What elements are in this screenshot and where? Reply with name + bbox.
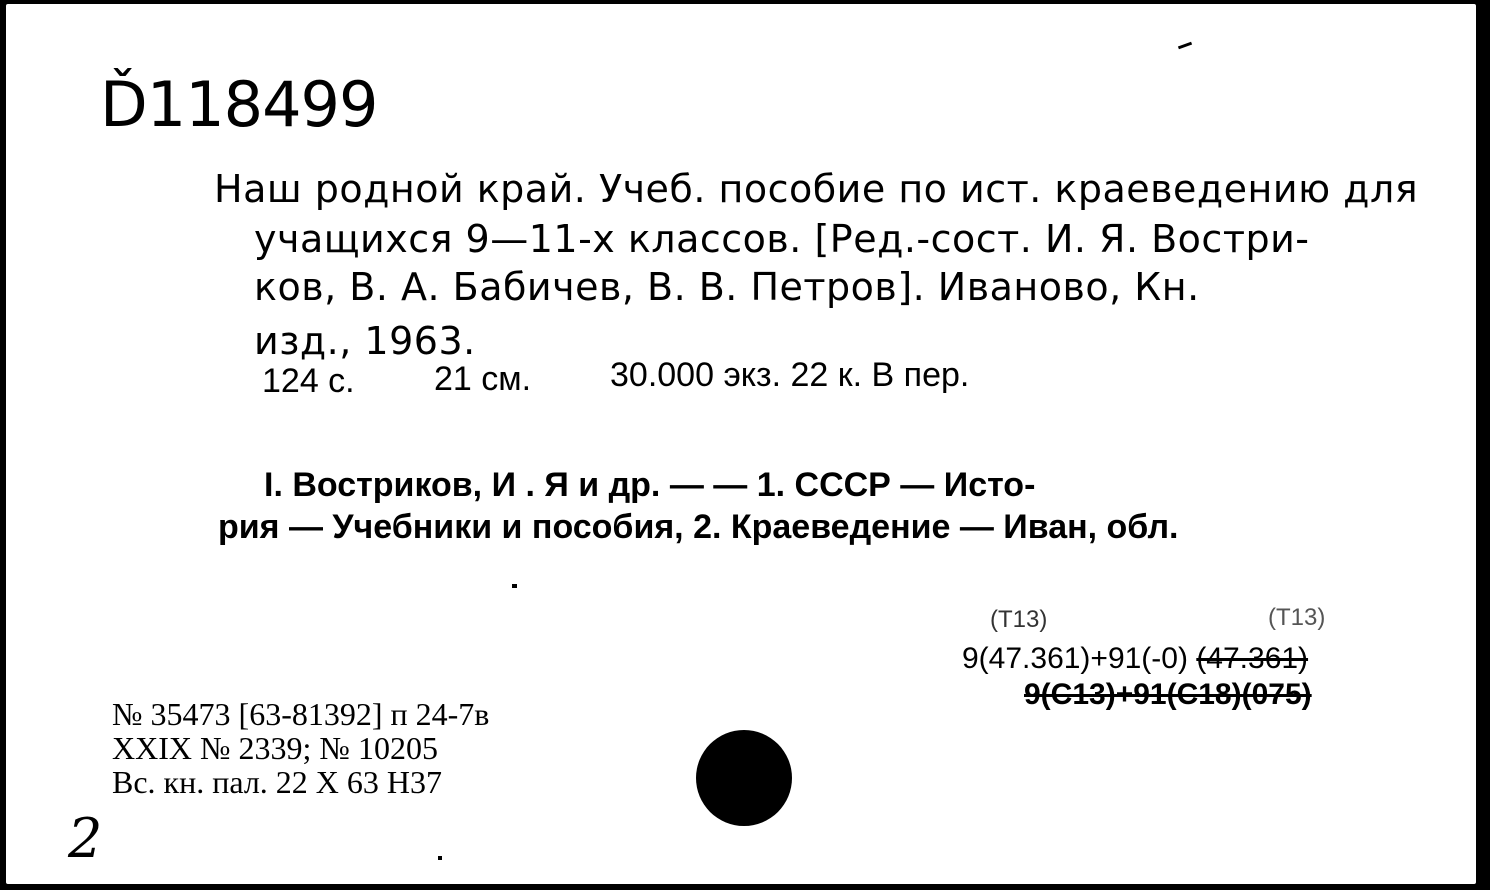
physical-size: 21 см. — [434, 360, 532, 398]
imprint-line-3: Вс. кн. пал. 22 Х 63 Н37 — [112, 764, 443, 800]
stray-dot — [512, 584, 517, 588]
title-line-4: изд., 1963. — [254, 319, 476, 363]
classification-main — [962, 644, 1308, 674]
classification-handwritten-right: (Т13) — [1268, 604, 1326, 631]
imprint-line-1: № 35473 [63-81392] п 24-7в — [112, 696, 490, 732]
classification-handwritten-left: (Т13) — [990, 606, 1048, 633]
physical-copies-price: 30.000 экз. 22 к. В пер. — [610, 356, 970, 394]
subjects-line-2: рия — Учебники и пособия, 2. Краеведение — Иван, обл. — [218, 508, 1179, 546]
title-line-3: ков, В. А. Бабичев, В. В. Петров]. Иваново, Кн. — [254, 265, 1200, 309]
handwritten-mark: 2 — [68, 807, 103, 870]
title-line-2: учащихся 9—11-х классов. [Ред.-сост. И. Я. Востри- — [254, 217, 1310, 261]
physical-pages: 124 с. — [262, 362, 355, 400]
classification-main-text: 9(47.361)+91(-0) — [962, 642, 1197, 675]
punched-hole — [696, 730, 792, 826]
classification-struck-line: 9(С13)+91(С18)(075) — [1024, 678, 1312, 711]
card-inventory-number: Ď118499 — [100, 68, 378, 141]
scan-edge — [1476, 0, 1490, 890]
stray-dot-bottom — [438, 856, 442, 860]
subjects-line-1: I. Востриков, И . Я и др. — — 1. СССР — Исто- — [264, 466, 1036, 504]
catalog-card — [6, 4, 1476, 884]
imprint-line-2: XXIX № 2339; № 10205 — [112, 730, 438, 766]
classification-main-struck: (47.361) — [1196, 642, 1309, 675]
corner-mark — [1178, 42, 1192, 50]
title-line-1: Наш родной край. Учеб. пособие по ист. краеведению для — [214, 167, 1419, 211]
